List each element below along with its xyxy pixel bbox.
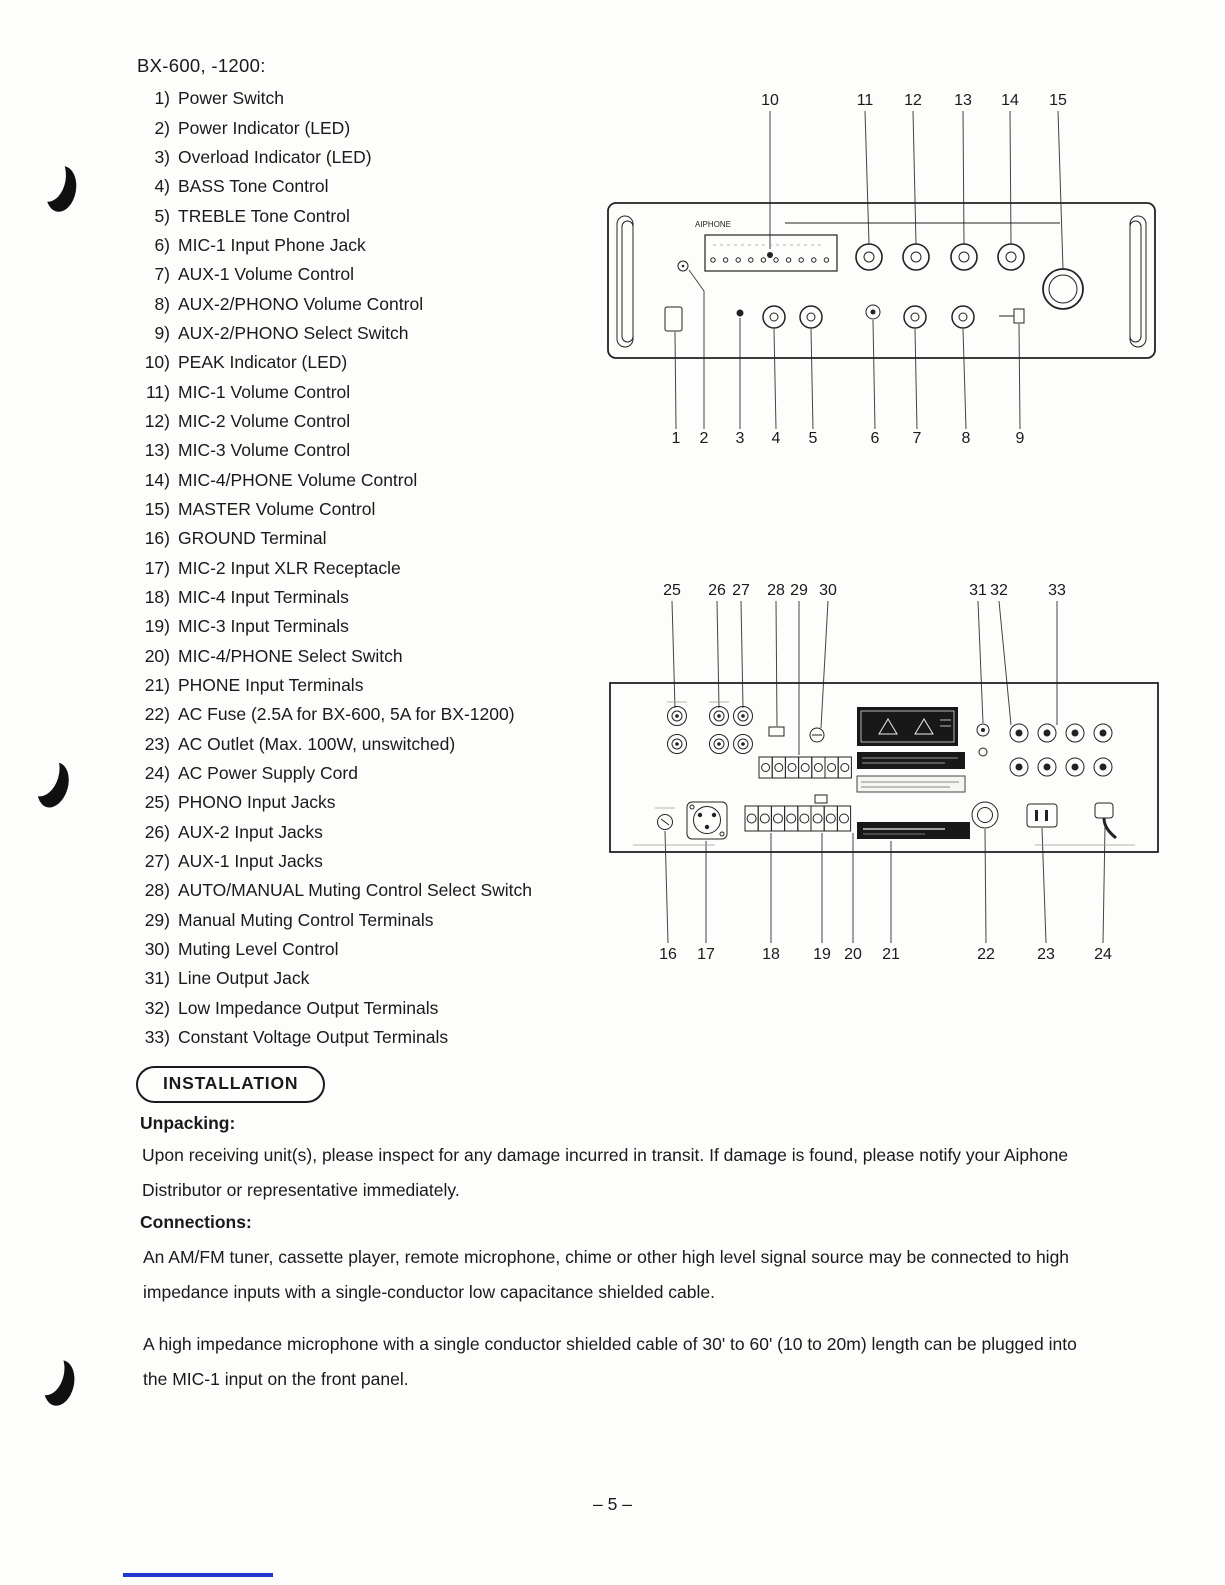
parts-list-item [128, 964, 532, 993]
part-label: MIC-4/PHONE Select Switch [178, 645, 403, 666]
callout-number: 4 [771, 430, 781, 447]
part-number: 21) [144, 675, 170, 696]
part-number: 23) [144, 733, 170, 754]
callout-number: 32 [990, 582, 1008, 599]
spec-label [857, 776, 965, 792]
installation-header-label: INSTALLATION [163, 1073, 299, 1093]
part-label: BASS Tone Control [178, 176, 329, 197]
part-label: GROUND Terminal [178, 528, 327, 549]
front-panel-diagram [595, 85, 1170, 455]
part-number: 29) [144, 909, 170, 930]
scan-blue-line [123, 1573, 273, 1577]
ground-terminal [655, 808, 675, 830]
part-number: 8) [154, 293, 170, 314]
front-bottom-callouts [672, 430, 1025, 447]
parts-list-item [128, 1023, 532, 1052]
parts-list-item [128, 788, 532, 817]
callout-number: 12 [904, 92, 922, 109]
part-number: 24) [144, 763, 170, 784]
parts-list-item [128, 612, 532, 641]
unpacking-paragraph: Upon receiving unit(s), please inspect for any damage incurred in transit. If damage is found, please notify your Aiphone Distributor or representative immediately. [142, 1145, 1069, 1200]
master-volume-knob [1043, 269, 1083, 309]
phone-input-terminal-strip [745, 806, 851, 831]
callout-number: 26 [708, 582, 726, 599]
part-number: 11) [146, 381, 170, 402]
callout-number: 6 [870, 430, 880, 447]
callout-number: 27 [732, 582, 750, 599]
part-label: Line Output Jack [178, 968, 310, 989]
parts-list-item [128, 260, 532, 289]
page-title: BX-600, -1200: [137, 55, 266, 76]
connections-paragraph-2: A high impedance microphone with a single conductor shielded cable of 30' to 60' (10 to 20m) length can be plugged into the MIC-1 input on the front panel. [143, 1334, 1077, 1389]
connections-heading: Connections: [140, 1212, 252, 1232]
part-label: MIC-1 Volume Control [178, 381, 351, 402]
part-number: 7) [154, 264, 170, 285]
callout-number: 2 [699, 430, 709, 447]
warning-label [857, 707, 958, 746]
part-label: AUX-2/PHONO Select Switch [178, 322, 409, 343]
part-number: 20) [144, 645, 170, 666]
parts-list-item [128, 642, 532, 671]
callout-number: 9 [1015, 430, 1025, 447]
part-label: Overload Indicator (LED) [178, 146, 372, 167]
parts-list-item [128, 143, 532, 172]
callout-number: 28 [767, 582, 785, 599]
part-number: 33) [144, 1027, 170, 1048]
parts-list-item [128, 201, 532, 230]
front-panel [608, 203, 1155, 358]
scan-artifact [42, 164, 80, 215]
callout-number: 20 [844, 946, 862, 963]
callout-number: 24 [1094, 946, 1112, 963]
part-label: AC Outlet (Max. 100W, unswitched) [178, 733, 456, 754]
part-number: 6) [154, 234, 170, 255]
callout-number: 29 [790, 582, 808, 599]
callout-number: 30 [819, 582, 837, 599]
callout-number: 10 [761, 92, 779, 109]
parts-list-item [128, 289, 532, 318]
callout-number: 14 [1001, 92, 1019, 109]
parts-list-item [128, 700, 532, 729]
part-number: 9) [154, 322, 170, 343]
parts-list-item [128, 172, 532, 201]
scan-artifact [32, 759, 74, 811]
callout-number: 3 [735, 430, 745, 447]
part-label: PHONE Input Terminals [178, 675, 364, 696]
callout-number: 23 [1037, 946, 1055, 963]
part-number: 4) [154, 176, 170, 197]
power-switch [665, 307, 682, 331]
parts-list-item [128, 377, 532, 406]
part-number: 28) [144, 880, 170, 901]
unpacking-heading: Unpacking: [140, 1113, 236, 1133]
callout-number: 13 [954, 92, 972, 109]
rear-bottom-callouts [659, 946, 1112, 963]
mic-input-terminal-strip [759, 757, 851, 778]
callout-number: 11 [856, 92, 874, 109]
parts-list-item [128, 876, 532, 905]
parts-list-item [128, 348, 532, 377]
callout-number: 31 [969, 582, 987, 599]
part-number: 17) [144, 557, 170, 578]
parts-list-item [128, 113, 532, 142]
page-number: – 5 – [593, 1494, 632, 1514]
overload-led [737, 310, 744, 317]
installation-section-header [136, 1066, 325, 1103]
peak-led [767, 252, 773, 258]
part-label: AUTO/MANUAL Muting Control Select Switch [178, 880, 533, 901]
part-number: 19) [144, 616, 170, 637]
parts-list-item [128, 671, 532, 700]
part-number: 26) [144, 821, 170, 842]
part-label: AUX-2/PHONO Volume Control [178, 293, 424, 314]
part-label: MIC-4 Input Terminals [178, 587, 349, 608]
part-number: 18) [144, 587, 170, 608]
rear-top-callouts [663, 582, 1066, 599]
part-label: MASTER Volume Control [178, 498, 376, 519]
callout-number: 5 [808, 430, 818, 447]
front-top-callouts [761, 92, 1067, 109]
part-label: PEAK Indicator (LED) [178, 352, 348, 373]
left-handle [617, 216, 633, 347]
aux2-input-jacks [709, 702, 729, 754]
callout-number: 18 [762, 946, 780, 963]
part-number: 13) [144, 440, 170, 461]
auto-manual-switch [769, 727, 784, 736]
part-label: MIC-3 Input Terminals [178, 616, 349, 637]
part-label: PHONO Input Jacks [178, 792, 336, 813]
part-label: MIC-2 Input XLR Receptacle [178, 557, 401, 578]
parts-list-item [128, 407, 532, 436]
part-label: AUX-1 Volume Control [178, 264, 355, 285]
callout-number: 7 [912, 430, 922, 447]
parts-list [128, 84, 532, 1052]
part-label: AUX-1 Input Jacks [178, 851, 323, 872]
model-label [857, 822, 970, 839]
parts-list-item [128, 935, 532, 964]
ac-outlet [1027, 804, 1057, 827]
callout-number: 25 [663, 582, 681, 599]
part-number: 5) [154, 205, 170, 226]
part-number: 14) [144, 469, 170, 490]
parts-list-item [128, 818, 532, 847]
part-number: 22) [144, 704, 170, 725]
part-number: 3) [154, 146, 170, 167]
part-label: Power Indicator (LED) [178, 117, 351, 138]
mic4-phone-select-switch [815, 795, 827, 803]
callout-number: 21 [882, 946, 900, 963]
parts-list-item [128, 319, 532, 348]
parts-list-item [128, 524, 532, 553]
parts-list-item [128, 847, 532, 876]
callout-number: 19 [813, 946, 831, 963]
mic1-phone-jack [866, 305, 880, 319]
part-label: Manual Muting Control Terminals [178, 909, 434, 930]
speaker-output-terminals [1010, 724, 1112, 776]
part-label: Muting Level Control [178, 939, 339, 960]
part-label: AUX-2 Input Jacks [178, 821, 323, 842]
part-label: MIC-2 Volume Control [178, 410, 351, 431]
part-label: Constant Voltage Output Terminals [178, 1027, 449, 1048]
parts-list-item [128, 495, 532, 524]
part-number: 31) [144, 968, 170, 989]
callout-number: 16 [659, 946, 677, 963]
mic-volume-knobs [856, 244, 1024, 270]
phono-input-jacks [667, 702, 687, 754]
callout-number: 15 [1049, 92, 1067, 109]
line-output-jack [977, 724, 989, 756]
connections-paragraph-1: An AM/FM tuner, cassette player, remote microphone, chime or other high level signal source may be connected to high impedance inputs with a single-conductor low capacitance shielded cable. [143, 1247, 1070, 1302]
part-number: 12) [144, 410, 170, 431]
part-number: 16) [144, 528, 170, 549]
parts-list-item [128, 231, 532, 260]
caution-label [857, 752, 965, 769]
brand-label: AIPHONE [695, 220, 732, 229]
rear-panel-diagram [595, 575, 1180, 970]
parts-list-item [128, 554, 532, 583]
scan-artifact [40, 1357, 79, 1408]
part-number: 15) [144, 498, 170, 519]
select-switch [999, 309, 1024, 323]
part-number: 1) [154, 88, 170, 109]
parts-list-item [128, 759, 532, 788]
part-label: AC Fuse (2.5A for BX-600, 5A for BX-1200) [178, 704, 515, 725]
part-number: 27) [144, 851, 170, 872]
part-label: Power Switch [178, 88, 285, 109]
callout-number: 8 [961, 430, 971, 447]
callout-number: 17 [697, 946, 715, 963]
right-handle [1130, 216, 1146, 347]
callout-number: 22 [977, 946, 995, 963]
callout-number: 1 [671, 430, 681, 447]
ac-power-cord [1095, 803, 1116, 838]
part-label: AC Power Supply Cord [178, 763, 358, 784]
parts-list-item [128, 583, 532, 612]
part-label: MIC-1 Input Phone Jack [178, 234, 366, 255]
part-number: 10) [144, 352, 170, 373]
aux1-input-jacks [734, 707, 753, 754]
part-number: 32) [144, 997, 170, 1018]
part-label: Low Impedance Output Terminals [178, 997, 439, 1018]
callout-number: 33 [1048, 582, 1066, 599]
part-label: MIC-3 Volume Control [178, 440, 351, 461]
mic2-xlr-receptacle [687, 802, 727, 839]
parts-list-item [128, 730, 532, 759]
muting-level-control [810, 728, 824, 742]
rear-panel [610, 683, 1158, 852]
part-number: 30) [144, 939, 170, 960]
part-label: MIC-4/PHONE Volume Control [178, 469, 418, 490]
parts-list-item [128, 436, 532, 465]
part-number: 2) [154, 117, 170, 138]
parts-list-item [128, 465, 532, 494]
part-number: 25) [144, 792, 170, 813]
part-label: TREBLE Tone Control [178, 205, 350, 226]
parts-list-item [128, 906, 532, 935]
parts-list-item [128, 994, 532, 1023]
ac-fuse [972, 802, 998, 828]
parts-list-item [128, 84, 532, 113]
